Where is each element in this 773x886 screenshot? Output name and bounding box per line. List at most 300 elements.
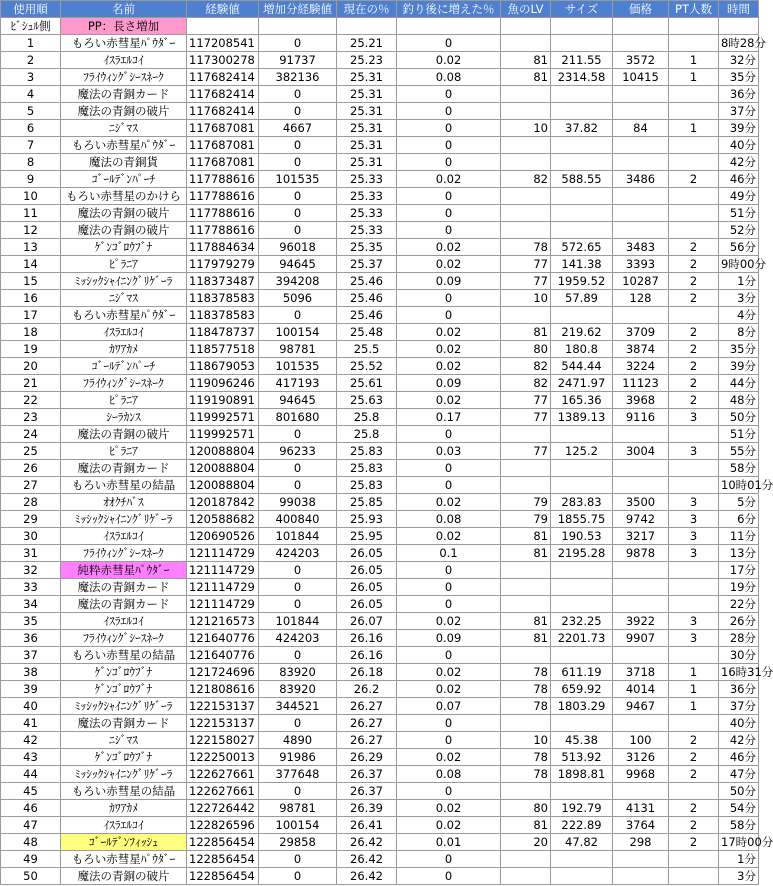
after-cell[interactable]: 0 <box>397 477 501 494</box>
party-cell[interactable] <box>669 35 719 52</box>
party-cell[interactable]: 1 <box>669 664 719 681</box>
size-cell[interactable]: 192.79 <box>551 800 613 817</box>
time-cell[interactable]: 6分 <box>719 511 759 528</box>
time-cell[interactable]: 40分 <box>719 715 759 732</box>
level-cell[interactable]: 78 <box>501 239 551 256</box>
name-cell[interactable]: ﾋﾟﾗﾆｱ <box>61 443 187 460</box>
party-cell[interactable] <box>669 222 719 239</box>
size-cell[interactable]: 180.8 <box>551 341 613 358</box>
party-cell[interactable]: 3 <box>669 409 719 426</box>
price-cell[interactable]: 9467 <box>613 698 669 715</box>
name-cell[interactable]: ｵｵｸﾁﾊﾞｽ <box>61 494 187 511</box>
gain-cell[interactable]: 0 <box>259 647 337 664</box>
after-cell[interactable]: 0 <box>397 596 501 613</box>
name-cell[interactable]: 魔法の青銅の破片 <box>61 205 187 222</box>
after-cell[interactable]: 0.02 <box>397 681 501 698</box>
party-cell[interactable]: 2 <box>669 732 719 749</box>
exp-cell[interactable]: 121808616 <box>187 681 259 698</box>
name-cell[interactable]: ｶﾜｱｶﾒ <box>61 800 187 817</box>
level-cell[interactable]: 77 <box>501 443 551 460</box>
party-cell[interactable] <box>669 205 719 222</box>
percent-cell[interactable]: 25.63 <box>337 392 397 409</box>
gain-cell[interactable]: 96233 <box>259 443 337 460</box>
time-cell[interactable]: 17分 <box>719 562 759 579</box>
party-cell[interactable]: 2 <box>669 749 719 766</box>
after-cell[interactable]: 0 <box>397 35 501 52</box>
party-cell[interactable]: 1 <box>669 120 719 137</box>
size-cell[interactable] <box>551 477 613 494</box>
col-header-time[interactable]: 時間 <box>719 1 759 18</box>
percent-cell[interactable]: 25.52 <box>337 358 397 375</box>
percent-cell[interactable]: 25.95 <box>337 528 397 545</box>
gain-cell[interactable]: 0 <box>259 154 337 171</box>
after-cell[interactable]: 0.1 <box>397 545 501 562</box>
name-cell[interactable]: ｹﾞﾝｺﾞﾛｳﾌﾞﾅ <box>61 749 187 766</box>
percent-cell[interactable]: 25.33 <box>337 205 397 222</box>
name-cell[interactable]: ｺﾞｰﾙﾃﾞﾝﾊﾟｰﾁ <box>61 171 187 188</box>
empty-cell[interactable] <box>719 18 759 35</box>
size-cell[interactable] <box>551 86 613 103</box>
exp-cell[interactable]: 120690526 <box>187 528 259 545</box>
time-cell[interactable]: 58分 <box>719 817 759 834</box>
percent-cell[interactable]: 26.39 <box>337 800 397 817</box>
level-cell[interactable]: 81 <box>501 630 551 647</box>
party-cell[interactable]: 1 <box>669 698 719 715</box>
percent-cell[interactable]: 25.31 <box>337 103 397 120</box>
level-cell[interactable]: 78 <box>501 698 551 715</box>
gain-cell[interactable]: 100154 <box>259 324 337 341</box>
after-cell[interactable]: 0.01 <box>397 834 501 851</box>
party-cell[interactable]: 1 <box>669 52 719 69</box>
after-cell[interactable]: 0.08 <box>397 766 501 783</box>
percent-cell[interactable]: 26.29 <box>337 749 397 766</box>
price-cell[interactable]: 3572 <box>613 52 669 69</box>
col-header-level[interactable]: 魚のLV <box>501 1 551 18</box>
order-cell[interactable]: 40 <box>1 698 61 715</box>
price-cell[interactable]: 3126 <box>613 749 669 766</box>
party-cell[interactable] <box>669 596 719 613</box>
time-cell[interactable]: 55分 <box>719 443 759 460</box>
size-cell[interactable]: 2195.28 <box>551 545 613 562</box>
price-cell[interactable] <box>613 426 669 443</box>
level-cell[interactable] <box>501 562 551 579</box>
empty-cell[interactable] <box>397 18 501 35</box>
gain-cell[interactable]: 94645 <box>259 256 337 273</box>
order-cell[interactable]: 49 <box>1 851 61 868</box>
after-cell[interactable]: 0 <box>397 562 501 579</box>
order-cell[interactable]: 16 <box>1 290 61 307</box>
level-cell[interactable]: 81 <box>501 817 551 834</box>
after-cell[interactable]: 0.02 <box>397 817 501 834</box>
order-cell[interactable]: 34 <box>1 596 61 613</box>
gain-cell[interactable]: 382136 <box>259 69 337 86</box>
col-header-after[interactable]: 釣り後に増えた％ <box>397 1 501 18</box>
size-cell[interactable]: 1959.52 <box>551 273 613 290</box>
col-header-price[interactable]: 価格 <box>613 1 669 18</box>
exp-cell[interactable]: 120088804 <box>187 477 259 494</box>
price-cell[interactable]: 3764 <box>613 817 669 834</box>
order-cell[interactable]: 17 <box>1 307 61 324</box>
size-cell[interactable]: 47.82 <box>551 834 613 851</box>
exp-cell[interactable]: 120187842 <box>187 494 259 511</box>
after-cell[interactable]: 0.02 <box>397 613 501 630</box>
percent-cell[interactable]: 25.83 <box>337 460 397 477</box>
order-cell[interactable]: 8 <box>1 154 61 171</box>
name-cell[interactable]: ｲｽﾗｴﾙｺｲ <box>61 817 187 834</box>
exp-cell[interactable]: 119992571 <box>187 409 259 426</box>
after-cell[interactable]: 0 <box>397 205 501 222</box>
subheader-name-cell[interactable]: PP：長さ増加 <box>61 18 187 35</box>
percent-cell[interactable]: 26.37 <box>337 766 397 783</box>
level-cell[interactable] <box>501 188 551 205</box>
order-cell[interactable]: 20 <box>1 358 61 375</box>
percent-cell[interactable]: 26.27 <box>337 715 397 732</box>
price-cell[interactable] <box>613 205 669 222</box>
after-cell[interactable]: 0 <box>397 868 501 885</box>
gain-cell[interactable]: 100154 <box>259 817 337 834</box>
gain-cell[interactable]: 417193 <box>259 375 337 392</box>
percent-cell[interactable]: 25.46 <box>337 273 397 290</box>
exp-cell[interactable]: 117208541 <box>187 35 259 52</box>
price-cell[interactable]: 3217 <box>613 528 669 545</box>
name-cell[interactable]: ﾋﾟﾗﾆｱ <box>61 256 187 273</box>
party-cell[interactable]: 3 <box>669 494 719 511</box>
time-cell[interactable]: 35分 <box>719 69 759 86</box>
party-cell[interactable] <box>669 562 719 579</box>
gain-cell[interactable]: 394208 <box>259 273 337 290</box>
exp-cell[interactable]: 118679053 <box>187 358 259 375</box>
name-cell[interactable]: ﾆｼﾞﾏｽ <box>61 290 187 307</box>
after-cell[interactable]: 0 <box>397 460 501 477</box>
order-cell[interactable]: 37 <box>1 647 61 664</box>
percent-cell[interactable]: 25.33 <box>337 171 397 188</box>
gain-cell[interactable]: 344521 <box>259 698 337 715</box>
exp-cell[interactable]: 119992571 <box>187 426 259 443</box>
order-cell[interactable]: 21 <box>1 375 61 392</box>
name-cell[interactable]: 魔法の青銅カード <box>61 86 187 103</box>
order-cell[interactable]: 9 <box>1 171 61 188</box>
party-cell[interactable] <box>669 188 719 205</box>
after-cell[interactable]: 0.07 <box>397 698 501 715</box>
order-cell[interactable]: 39 <box>1 681 61 698</box>
gain-cell[interactable]: 0 <box>259 86 337 103</box>
name-cell[interactable]: ﾐｯｼｯｸｼｬｲﾆﾝｸﾞﾘｹﾞｰﾗ <box>61 698 187 715</box>
size-cell[interactable] <box>551 783 613 800</box>
level-cell[interactable]: 10 <box>501 290 551 307</box>
time-cell[interactable]: 36分 <box>719 86 759 103</box>
price-cell[interactable]: 9878 <box>613 545 669 562</box>
percent-cell[interactable]: 25.5 <box>337 341 397 358</box>
price-cell[interactable]: 3486 <box>613 171 669 188</box>
time-cell[interactable]: 51分 <box>719 205 759 222</box>
gain-cell[interactable]: 98781 <box>259 341 337 358</box>
col-header-percent[interactable]: 現在の％ <box>337 1 397 18</box>
percent-cell[interactable]: 26.27 <box>337 732 397 749</box>
percent-cell[interactable]: 25.33 <box>337 188 397 205</box>
party-cell[interactable] <box>669 579 719 596</box>
party-cell[interactable] <box>669 307 719 324</box>
size-cell[interactable] <box>551 460 613 477</box>
after-cell[interactable]: 0.08 <box>397 511 501 528</box>
gain-cell[interactable]: 101535 <box>259 358 337 375</box>
price-cell[interactable] <box>613 137 669 154</box>
col-header-gain[interactable]: 増加分経験値 <box>259 1 337 18</box>
time-cell[interactable]: 49分 <box>719 188 759 205</box>
percent-cell[interactable]: 26.2 <box>337 681 397 698</box>
after-cell[interactable]: 0 <box>397 103 501 120</box>
order-cell[interactable]: 36 <box>1 630 61 647</box>
size-cell[interactable]: 165.36 <box>551 392 613 409</box>
size-cell[interactable]: 190.53 <box>551 528 613 545</box>
after-cell[interactable]: 0 <box>397 579 501 596</box>
exp-cell[interactable]: 122250013 <box>187 749 259 766</box>
order-cell[interactable]: 2 <box>1 52 61 69</box>
price-cell[interactable]: 3968 <box>613 392 669 409</box>
order-cell[interactable]: 30 <box>1 528 61 545</box>
name-cell[interactable]: ｹﾞﾝｺﾞﾛｳﾌﾞﾅ <box>61 664 187 681</box>
name-cell[interactable]: もろい赤彗星の結晶 <box>61 783 187 800</box>
gain-cell[interactable]: 0 <box>259 477 337 494</box>
order-cell[interactable]: 47 <box>1 817 61 834</box>
order-cell[interactable]: 48 <box>1 834 61 851</box>
exp-cell[interactable]: 122627661 <box>187 766 259 783</box>
level-cell[interactable] <box>501 426 551 443</box>
gain-cell[interactable]: 0 <box>259 103 337 120</box>
time-cell[interactable]: 44分 <box>719 375 759 392</box>
party-cell[interactable]: 3 <box>669 511 719 528</box>
percent-cell[interactable]: 25.83 <box>337 443 397 460</box>
percent-cell[interactable]: 25.85 <box>337 494 397 511</box>
price-cell[interactable] <box>613 460 669 477</box>
party-cell[interactable]: 2 <box>669 324 719 341</box>
after-cell[interactable]: 0 <box>397 783 501 800</box>
gain-cell[interactable]: 83920 <box>259 681 337 698</box>
percent-cell[interactable]: 26.18 <box>337 664 397 681</box>
gain-cell[interactable]: 4890 <box>259 732 337 749</box>
price-cell[interactable]: 3004 <box>613 443 669 460</box>
gain-cell[interactable]: 0 <box>259 851 337 868</box>
name-cell[interactable]: ｺﾞｰﾙﾃﾞﾝﾊﾟｰﾁ <box>61 358 187 375</box>
time-cell[interactable]: 47分 <box>719 766 759 783</box>
party-cell[interactable]: 3 <box>669 613 719 630</box>
party-cell[interactable] <box>669 783 719 800</box>
time-cell[interactable]: 4分 <box>719 307 759 324</box>
time-cell[interactable]: 50分 <box>719 409 759 426</box>
time-cell[interactable]: 9時00分 <box>719 256 759 273</box>
size-cell[interactable]: 232.25 <box>551 613 613 630</box>
level-cell[interactable] <box>501 460 551 477</box>
gain-cell[interactable]: 0 <box>259 596 337 613</box>
price-cell[interactable] <box>613 35 669 52</box>
exp-cell[interactable]: 117682414 <box>187 86 259 103</box>
exp-cell[interactable]: 117300278 <box>187 52 259 69</box>
empty-cell[interactable] <box>551 18 613 35</box>
percent-cell[interactable]: 25.33 <box>337 222 397 239</box>
exp-cell[interactable]: 117682414 <box>187 103 259 120</box>
exp-cell[interactable]: 121114729 <box>187 545 259 562</box>
order-cell[interactable]: 11 <box>1 205 61 222</box>
after-cell[interactable]: 0 <box>397 647 501 664</box>
name-cell[interactable]: ﾌﾗｲｳｨﾝｸﾞｼｰｽﾈｰｸ <box>61 375 187 392</box>
after-cell[interactable]: 0.09 <box>397 273 501 290</box>
gain-cell[interactable]: 99038 <box>259 494 337 511</box>
price-cell[interactable]: 3393 <box>613 256 669 273</box>
time-cell[interactable]: 17時00分 <box>719 834 759 851</box>
size-cell[interactable]: 283.83 <box>551 494 613 511</box>
size-cell[interactable] <box>551 426 613 443</box>
name-cell[interactable]: ｲｽﾗｴﾙｺｲ <box>61 613 187 630</box>
party-cell[interactable]: 2 <box>669 239 719 256</box>
name-cell[interactable]: ｺﾞｰﾙﾃﾞﾝﾌｨｯｼｭ <box>61 834 187 851</box>
level-cell[interactable]: 10 <box>501 732 551 749</box>
party-cell[interactable] <box>669 86 719 103</box>
order-cell[interactable]: 24 <box>1 426 61 443</box>
size-cell[interactable] <box>551 205 613 222</box>
name-cell[interactable]: ﾆｼﾞﾏｽ <box>61 732 187 749</box>
exp-cell[interactable]: 120588682 <box>187 511 259 528</box>
name-cell[interactable]: ｶﾜｱｶﾒ <box>61 341 187 358</box>
price-cell[interactable] <box>613 596 669 613</box>
after-cell[interactable]: 0.02 <box>397 392 501 409</box>
exp-cell[interactable]: 117884634 <box>187 239 259 256</box>
size-cell[interactable]: 2314.58 <box>551 69 613 86</box>
percent-cell[interactable]: 25.37 <box>337 256 397 273</box>
gain-cell[interactable]: 377648 <box>259 766 337 783</box>
order-cell[interactable]: 44 <box>1 766 61 783</box>
level-cell[interactable]: 82 <box>501 375 551 392</box>
size-cell[interactable] <box>551 851 613 868</box>
price-cell[interactable]: 4131 <box>613 800 669 817</box>
price-cell[interactable]: 10287 <box>613 273 669 290</box>
size-cell[interactable] <box>551 35 613 52</box>
percent-cell[interactable]: 26.41 <box>337 817 397 834</box>
level-cell[interactable]: 81 <box>501 545 551 562</box>
name-cell[interactable]: ｲｽﾗｴﾙｺｲ <box>61 324 187 341</box>
gain-cell[interactable]: 0 <box>259 460 337 477</box>
order-cell[interactable]: 32 <box>1 562 61 579</box>
exp-cell[interactable]: 122153137 <box>187 698 259 715</box>
time-cell[interactable]: 3分 <box>719 868 759 885</box>
size-cell[interactable]: 588.55 <box>551 171 613 188</box>
gain-cell[interactable]: 0 <box>259 137 337 154</box>
party-cell[interactable]: 2 <box>669 800 719 817</box>
size-cell[interactable] <box>551 137 613 154</box>
size-cell[interactable] <box>551 188 613 205</box>
price-cell[interactable]: 3483 <box>613 239 669 256</box>
level-cell[interactable] <box>501 103 551 120</box>
order-cell[interactable]: 50 <box>1 868 61 885</box>
order-cell[interactable]: 10 <box>1 188 61 205</box>
exp-cell[interactable]: 117687081 <box>187 120 259 137</box>
level-cell[interactable] <box>501 205 551 222</box>
level-cell[interactable] <box>501 307 551 324</box>
price-cell[interactable]: 84 <box>613 120 669 137</box>
size-cell[interactable] <box>551 596 613 613</box>
empty-cell[interactable] <box>669 18 719 35</box>
name-cell[interactable]: ﾌﾗｲｳｨﾝｸﾞｼｰｽﾈｰｸ <box>61 630 187 647</box>
price-cell[interactable] <box>613 477 669 494</box>
percent-cell[interactable]: 25.83 <box>337 477 397 494</box>
name-cell[interactable]: もろい赤彗星ﾊﾟｳﾀﾞｰ <box>61 35 187 52</box>
name-cell[interactable]: ｲｽﾗｴﾙｺｲ <box>61 528 187 545</box>
percent-cell[interactable]: 26.37 <box>337 783 397 800</box>
price-cell[interactable] <box>613 647 669 664</box>
order-cell[interactable]: 43 <box>1 749 61 766</box>
time-cell[interactable]: 28分 <box>719 630 759 647</box>
price-cell[interactable]: 3718 <box>613 664 669 681</box>
size-cell[interactable]: 1855.75 <box>551 511 613 528</box>
order-cell[interactable]: 22 <box>1 392 61 409</box>
level-cell[interactable] <box>501 851 551 868</box>
gain-cell[interactable]: 94645 <box>259 392 337 409</box>
size-cell[interactable]: 513.92 <box>551 749 613 766</box>
percent-cell[interactable]: 26.16 <box>337 630 397 647</box>
gain-cell[interactable]: 0 <box>259 188 337 205</box>
gain-cell[interactable]: 101844 <box>259 528 337 545</box>
price-cell[interactable] <box>613 307 669 324</box>
after-cell[interactable]: 0.02 <box>397 324 501 341</box>
price-cell[interactable]: 3922 <box>613 613 669 630</box>
name-cell[interactable]: 魔法の青銅の破片 <box>61 426 187 443</box>
party-cell[interactable]: 2 <box>669 375 719 392</box>
party-cell[interactable]: 2 <box>669 273 719 290</box>
price-cell[interactable]: 128 <box>613 290 669 307</box>
time-cell[interactable]: 30分 <box>719 647 759 664</box>
level-cell[interactable]: 82 <box>501 171 551 188</box>
gain-cell[interactable]: 29858 <box>259 834 337 851</box>
order-cell[interactable]: 3 <box>1 69 61 86</box>
size-cell[interactable]: 125.2 <box>551 443 613 460</box>
party-cell[interactable]: 2 <box>669 290 719 307</box>
empty-cell[interactable] <box>501 18 551 35</box>
time-cell[interactable]: 56分 <box>719 239 759 256</box>
time-cell[interactable]: 48分 <box>719 392 759 409</box>
exp-cell[interactable]: 117687081 <box>187 137 259 154</box>
size-cell[interactable] <box>551 103 613 120</box>
gain-cell[interactable]: 98781 <box>259 800 337 817</box>
level-cell[interactable] <box>501 35 551 52</box>
name-cell[interactable]: 魔法の青銅の破片 <box>61 868 187 885</box>
col-header-exp[interactable]: 経験値 <box>187 1 259 18</box>
size-cell[interactable] <box>551 307 613 324</box>
exp-cell[interactable]: 117788616 <box>187 171 259 188</box>
exp-cell[interactable]: 122153137 <box>187 715 259 732</box>
order-cell[interactable]: 29 <box>1 511 61 528</box>
exp-cell[interactable]: 119190891 <box>187 392 259 409</box>
level-cell[interactable]: 80 <box>501 341 551 358</box>
level-cell[interactable]: 10 <box>501 120 551 137</box>
after-cell[interactable]: 0 <box>397 851 501 868</box>
gain-cell[interactable]: 424203 <box>259 545 337 562</box>
price-cell[interactable]: 9116 <box>613 409 669 426</box>
order-cell[interactable]: 42 <box>1 732 61 749</box>
party-cell[interactable]: 2 <box>669 341 719 358</box>
after-cell[interactable]: 0.02 <box>397 171 501 188</box>
price-cell[interactable]: 100 <box>613 732 669 749</box>
size-cell[interactable] <box>551 154 613 171</box>
level-cell[interactable]: 78 <box>501 681 551 698</box>
exp-cell[interactable]: 122856454 <box>187 834 259 851</box>
time-cell[interactable]: 16時31分 <box>719 664 759 681</box>
after-cell[interactable]: 0 <box>397 715 501 732</box>
price-cell[interactable]: 298 <box>613 834 669 851</box>
time-cell[interactable]: 46分 <box>719 171 759 188</box>
order-cell[interactable]: 35 <box>1 613 61 630</box>
price-cell[interactable]: 3874 <box>613 341 669 358</box>
gain-cell[interactable]: 4667 <box>259 120 337 137</box>
name-cell[interactable]: ﾋﾟﾗﾆｱ <box>61 392 187 409</box>
level-cell[interactable]: 77 <box>501 392 551 409</box>
